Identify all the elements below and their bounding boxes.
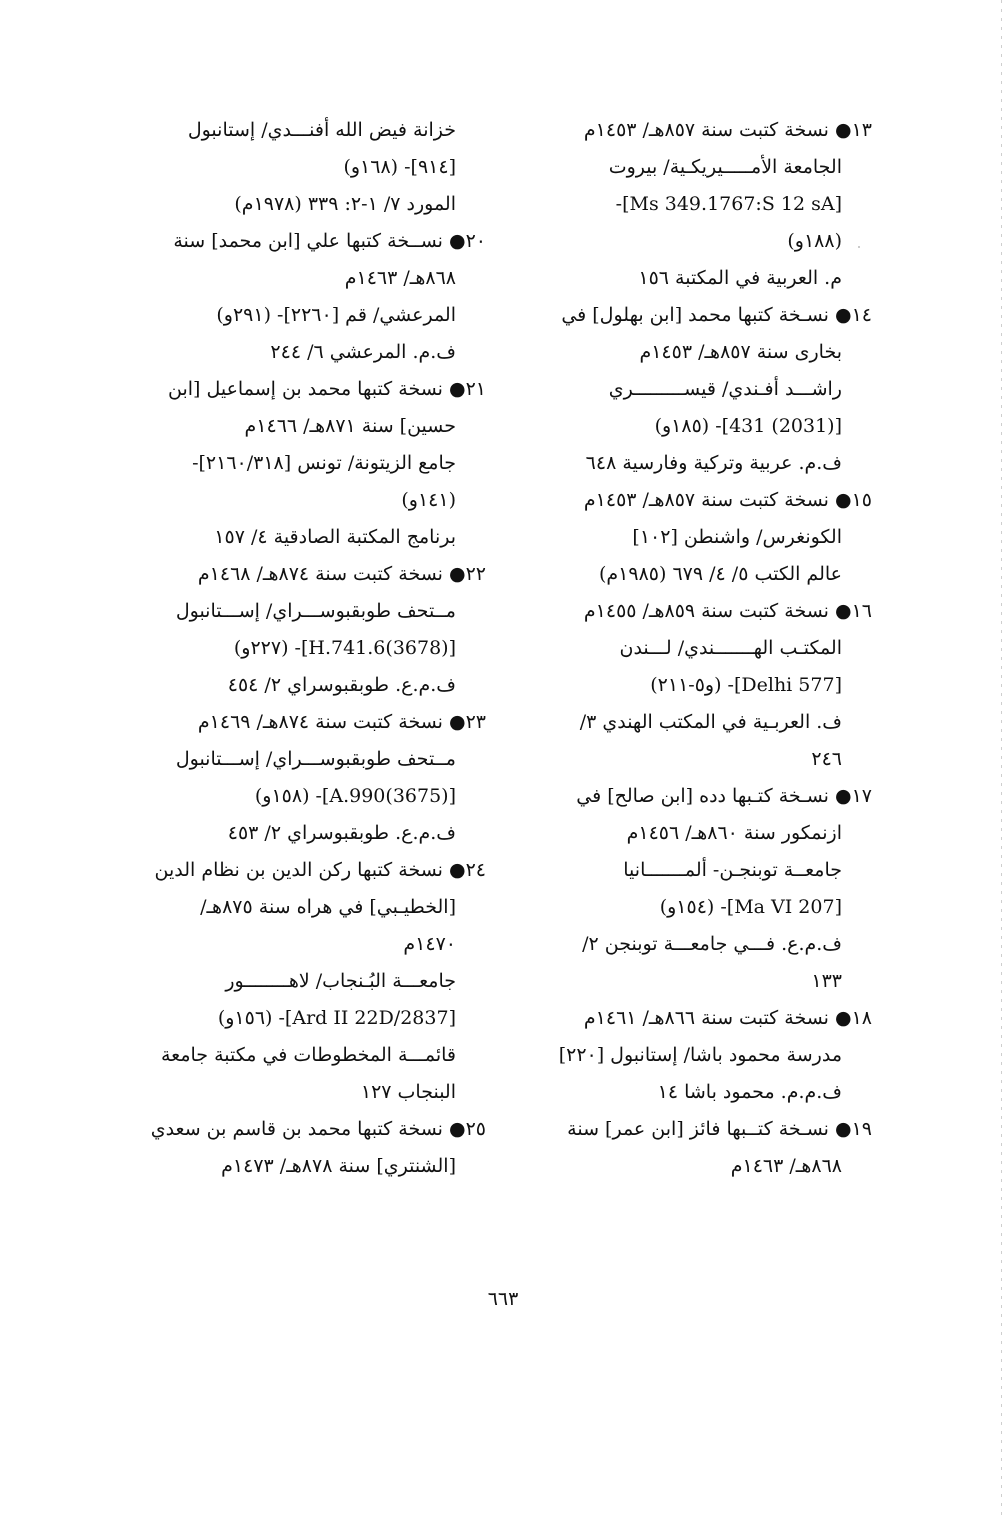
- entry-line: ٢٤٦: [811, 748, 842, 770]
- entry-line: ف.م.ع. فـــي جامعـــة توبنجن ٢/: [582, 933, 842, 955]
- entry-line: جامعــة توبنجـن- ألمـــــــانيا: [623, 859, 842, 881]
- entry-line: ف.م. المرعشي ٦/ ٢٤٤: [270, 341, 456, 363]
- entry-25: [138, 1111, 486, 1185]
- entry-line: ١٩● نسـخة كتــبها فائز [ابن عمر] سنة: [567, 1118, 872, 1140]
- entry-line: [الشنتري] سنة ٨٧٨هـ/ ١٤٧٣م: [221, 1155, 456, 1177]
- entry-line: المرعشي/ قم [٢٢٦٠]- (٢٩١و): [216, 304, 456, 326]
- entry-line: [Ms 349.1767:S 12 sA]-: [615, 193, 842, 215]
- entry-line: ١٣٣: [811, 970, 842, 992]
- entry-line: ف. العربـية في المكتب الهندي ٣/: [579, 711, 842, 733]
- entry-line: مــتحف طوبقبوســـراي/ إســـتانبول: [175, 748, 456, 770]
- entry-line: المكتـب الهـــــــندي/ لـــندن: [619, 637, 842, 659]
- entry-line: (١٨٨و): [787, 230, 842, 252]
- entry-13: [524, 112, 872, 297]
- entry-line: مدرسة محمود باشا/ إستانبول [٢٢٠]: [558, 1044, 842, 1066]
- entry-line: ف.م. عربية وتركية وفارسية ٦٤٨: [585, 452, 842, 474]
- entry-16: [524, 593, 872, 778]
- entry-line: ازنمكور سنة ٨٦٠هـ/ ١٤٥٦م: [626, 822, 842, 844]
- entry-line: [(3678)6.H.741]- (٢٢٧و): [233, 637, 456, 659]
- entry-line: ٢٠● نســخة كتبها علي [ابن محمد] سنة: [173, 230, 486, 252]
- entry-23: [138, 704, 486, 852]
- entry-line: م. العربية في المكتبة ١٥٦: [638, 267, 842, 289]
- entry-line: راشـــد أفـندي/ قيســـــــــري: [608, 378, 842, 400]
- entry-18: [524, 1000, 872, 1111]
- right-column: [524, 112, 872, 1185]
- entry-line: ١٤٧٠م: [403, 933, 456, 955]
- entry-line: قائمـــة المخطوطات في مكتبة جامعة: [160, 1044, 456, 1066]
- entry-line: البنجاب ١٢٧: [360, 1081, 456, 1103]
- entry-line: [٩١٤]- (١٦٨و): [343, 156, 456, 178]
- entry-line: ٢١● نسخة كتبها محمد بن إسماعيل [ابن: [167, 378, 486, 400]
- entry-line: خزانة فيض الله أفنـــدي/ إستانبول: [187, 119, 456, 141]
- left-column: [138, 112, 486, 1185]
- entry-line: ١٥● نسخة كتبت سنة ٨٥٧هـ/ ١٤٥٣م: [583, 489, 872, 511]
- entry-line: الكونغرس/ واشنطن [١٠٢]: [632, 526, 842, 548]
- entry-19: [524, 1111, 872, 1185]
- entry-line: ٨٦٨هـ/ ١٤٦٣م: [730, 1155, 842, 1177]
- entry-line: جامعـــة البُـنجاب/ لاهــــــــور: [225, 970, 456, 992]
- entry-line: ٢٣● نسخة كتبت سنة ٨٧٤هـ/ ١٤٦٩م: [197, 711, 486, 733]
- entry-line: [الخطيـبي] في هراه سنة ٨٧٥هـ/: [200, 896, 456, 918]
- entry-line: المورد ٧/ ١-٢: ٣٣٩ (١٩٧٨م): [234, 193, 456, 215]
- entry-line: بخارى سنة ٨٥٧هـ/ ١٤٥٣م: [639, 341, 842, 363]
- entry-line: برنامج المكتبة الصادقية ٤/ ١٥٧: [214, 526, 456, 548]
- entry-line: جامع الزيتونة/ تونس [٢١٦٠/٣١٨]-: [192, 452, 456, 474]
- entry-line: ف.م.ع. طوبقبوسراي ٢/ ٤٥٣: [227, 822, 456, 844]
- entry-line: الجامعة الأمـــــيريكـية/ بيروت: [608, 156, 842, 178]
- entry-line: ١٣● نسخة كتبت سنة ٨٥٧هـ/ ١٤٥٣م: [583, 119, 872, 141]
- entry-22: [138, 556, 486, 704]
- entry-line: (١٤١و): [401, 489, 456, 511]
- entry-line: [Ard II 22D/2837]- (١٥٦و): [217, 1007, 456, 1029]
- entry-line: ١٧● نسـخة كتـبها دده [ابن صالح] في: [576, 785, 872, 807]
- entry-17: [524, 778, 872, 1000]
- entry-line: حسين] سنة ٨٧١هـ/ ١٤٦٦م: [244, 415, 456, 437]
- entry-line: [(2031) 431]- (١٨٥و): [654, 415, 842, 437]
- entry-line: ٢٤● نسخة كتبها ركن الدين بن نظام الدين: [154, 859, 486, 881]
- entry-line: ٢٢● نسخة كتبت سنة ٨٧٤هـ/ ١٤٦٨م: [197, 563, 486, 585]
- entry-15: [524, 482, 872, 593]
- entry-line: مــتحف طوبقبوســـراي/ إســـتانبول: [175, 600, 456, 622]
- entry-line: ف.م.م. محمود باشا ١٤: [657, 1081, 842, 1103]
- entry-20: [138, 223, 486, 371]
- page-number: ٦٦٣: [487, 1288, 519, 1310]
- entry-line: [Delhi 577]- (و٥-٢١١): [650, 674, 842, 696]
- entry-line: ٢٥● نسخة كتبها محمد بن قاسم بن سعدي: [150, 1118, 486, 1140]
- entry-24: [138, 852, 486, 1111]
- entry-line: ١٦● نسخة كتبت سنة ٨٥٩هـ/ ١٤٥٥م: [583, 600, 872, 622]
- entry-line: ٨٦٨هـ/ ١٤٦٣م: [344, 267, 456, 289]
- entry-21: [138, 371, 486, 556]
- entry-14: [524, 297, 872, 482]
- entry-line: ١٤● نسـخة كتبها محمد [ابن بهلول] في: [561, 304, 872, 326]
- entry-line: ١٨● نسخة كتبت سنة ٨٦٦هـ/ ١٤٦١م: [583, 1007, 872, 1029]
- entry-line: [Ma VI 207]- (١٥٤و): [659, 896, 842, 918]
- entry-line: ف.م.ع. طوبقبوسراي ٢/ ٤٥٤: [227, 674, 456, 696]
- entry-line: عالم الكتب ٥/ ٤/ ٦٧٩ (١٩٨٥م): [598, 563, 842, 585]
- entry-19-continued: [138, 112, 486, 223]
- entry-line: [(3675)A.990]- (١٥٨و): [254, 785, 456, 807]
